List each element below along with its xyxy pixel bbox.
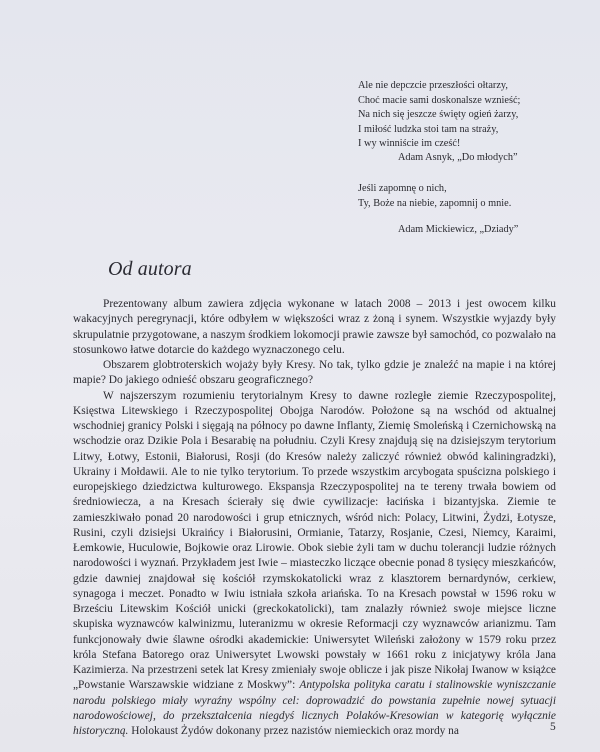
epigraph-line: I miłość ludzka stoi tam na straży, — [358, 123, 499, 135]
epigraph-line: Jeśli zapomnę o nich, — [358, 183, 447, 194]
epigraph-attribution: Adam Mickiewicz, „Dziady” — [398, 224, 519, 235]
epigraph-line: Ty, Boże na niebie, zapomnij o mnie. — [358, 197, 512, 209]
italic-quote: Antypolska polityka caratu i stalinowskie wyniszczanie narodu polskiego miały wyraźny wspólny cel: doprowadzić do powstania zupełnie nowej sytuacji narodowościowej, do przekształcenia niegdyś licznych Polaków-Kresowian w kategorię wyłącznie historyczną. — [73, 679, 556, 737]
paragraph: Prezentowany album zawiera zdjęcia wykonane w latach 2008 – 2013 i jest owocem kilku wakacyjnych peregrynacji, które odbyłem w większości wraz z żoną i synem. Wszystkie wyjazdy były skrupulatnie przygotowane, a naszym środkiem lokomocji prawie zawsze był samochód, co pozwalało na stosunkowo łatwe dotarcie do każdego wyznaczonego celu. — [73, 298, 556, 356]
epigraph-line: I wy winniście im cześć! — [358, 138, 461, 150]
paragraph-text: W najszerszym rozumieniu terytorialnym Kresy to dawne rozległe ziemie Rzeczypospolitej, Księstwa Litewskiego i Rzeczypospolitej Obojga Narodów. Położone są na wschód od aktualnej wschodniej granicy Polski i sięgają na północy po dawne Inflanty, Ziemię Smoleńską i Czernichowską na wschodzie oraz Dzikie Pola i Besarabię na południu. Czyli Kresy znajdują się na dzisiejszym terytorium Litwy, Łotwy, Estonii, Białorusi, Rosji (do Kresów należy zaliczyć również obwód kaliningradzki), Ukrainy i Mołdawii. Ale to nie tylko terytorium. To przede wszystkim arcybogata spuścizna polskiego i europejskiego dziedzictwa kulturowego. Ekspansja Rzeczypospolitej na te tereny trwała bowiem od średniowiecza, a na Kresach ścierały się dwie cywilizacje: łacińska i bizantyjska. Ziemie te zamieszkiwało ponad 20 narodowości i grup etnicznych, wśród nich: Polacy, Litwini, Żydzi, Łotysze, Rusini, czyli dzisiejsi Ukraińcy i Białorusini, Ormianie, Tatarzy, Rosjanie, Czesi, Niemcy, Karaimi, Łemkowie, Huculowie, Bojkowie oraz Lirowie. Obok siebie żyli tam w duchu tolerancji ludzie różnych narodowości i wyznań. Przykładem jest Iwie – miasteczko liczące obecnie ponad 8 tysięcy mieszkańców, gdzie dawniej znajdował się kościół rzymskokatolicki wraz z klasztorem bernardynów, cerkiew, synagoga i meczet. Ponadto w Iwiu istniała szkoła ariańska. To na Kresach powstał w 1596 roku w Brześciu Litewskim Kościół unicki (greckokatolicki), tam znalazły również swoje miejsce liczne skupiska wyznawców kalwinizmu, luteranizmu w okresie Reformacji czy wyznawców arianizmu. Tam funkcjonowały dwie ślawne ośrodki akademickie: Uniwersytet Wileński założony w 1579 roku przez króla Stefana Batorego oraz Uniwersytet Lwowski powstały w 1661 roku z inicjatywy króla Jana Kazimierza. Na przestrzeni setek lat Kresy zmieniały swoje oblicze i jak pisze Nikołaj Iwanow w książce „Powstanie Warszawskie widziane z Moskwy”: — [73, 389, 556, 692]
paragraph — [73, 389, 556, 740]
section-heading: Od autora — [108, 258, 192, 280]
page-number: 5 — [550, 721, 556, 733]
paragraph-text: Holokaust Żydów dokonany przez nazistów niemieckich oraz mordy na — [131, 725, 459, 737]
epigraph-line: Na nich się jeszcze święty ogień żarzy, — [358, 109, 519, 121]
paragraph: Obszarem globtroterskich wojaży były Kresy. No tak, tylko gdzie je znaleźć na mapie i na której mapie? Do jakiego odnieść obszaru geograficznego? — [73, 359, 556, 387]
epigraph-mickiewicz — [358, 182, 519, 235]
epigraph-attribution: Adam Asnyk, „Do młodych” — [398, 152, 518, 163]
epigraph-line: Choć macie sami doskonalsze wznieść; — [358, 94, 521, 106]
epigraph-line: Ale nie depczcie przeszłości ołtarzy, — [358, 80, 508, 91]
body-text — [73, 297, 556, 739]
epigraph-asnyk — [358, 79, 521, 163]
